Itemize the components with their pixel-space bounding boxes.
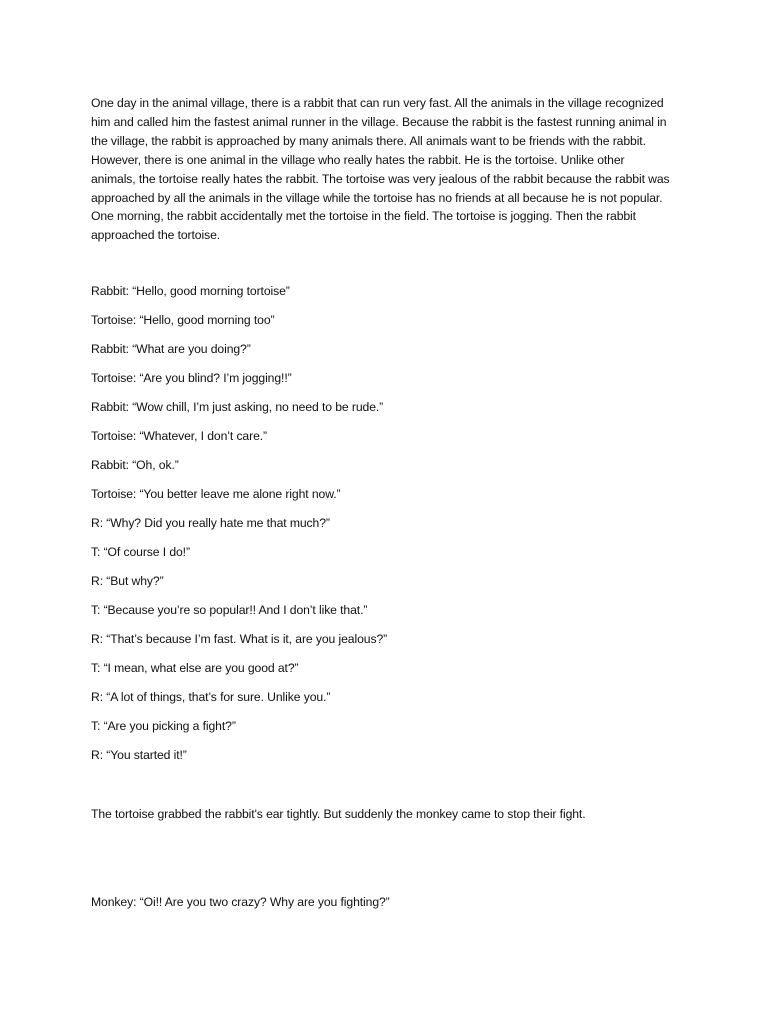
dialogue-line: R: “You started it!”: [91, 748, 187, 762]
dialogue-line: R: “Why? Did you really hate me that much?”: [91, 516, 330, 530]
monkey-dialogue-line: Monkey: “Oi!! Are you two crazy? Why are you fighting?”: [91, 895, 390, 909]
dialogue-line: Tortoise: “Are you blind? I’m jogging!!”: [91, 371, 292, 385]
dialogue-line: T: “Because you’re so popular!! And I don’t like that.”: [91, 603, 368, 617]
intro-paragraph: One day in the animal village, there is a rabbit that can run very fast. All the animals in the village recognized him and called him the fastest animal runner in the village. Because the rabbit is the fastest running animal in the village, the rabbit is approached by many animals there. All animals want to be friends with the rabbit. However, there is one animal in the village who really hates the rabbit. He is the tortoise. Unlike other animals, the tortoise really hates the rabbit. The tortoise was very jealous of the rabbit because the rabbit was approached by all the animals in the village while the tortoise has no friends at all because he is not popular. One morning, the rabbit accidentally met the tortoise in the field. The tortoise is jogging. Then the rabbit approached the tortoise.: [91, 96, 670, 243]
dialogue-line: Rabbit: “Hello, good morning tortoise”: [91, 284, 290, 298]
dialogue-line: Rabbit: “Wow chill, I’m just asking, no need to be rude.”: [91, 400, 384, 414]
narration-line: The tortoise grabbed the rabbit's ear tightly. But suddenly the monkey came to stop their fight.: [91, 807, 586, 821]
dialogue-line: R: “But why?”: [91, 574, 164, 588]
dialogue-line: T: “Are you picking a fight?”: [91, 719, 236, 733]
dialogue-line: T: “Of course I do!”: [91, 545, 190, 559]
dialogue-line: R: “A lot of things, that’s for sure. Unlike you.”: [91, 690, 331, 704]
dialogue-line: Rabbit: “What are you doing?”: [91, 342, 251, 356]
dialogue-line: Tortoise: “Hello, good morning too”: [91, 313, 275, 327]
dialogue-line: R: “That’s because I’m fast. What is it, are you jealous?”: [91, 632, 388, 646]
dialogue-line: Tortoise: “You better leave me alone right now.”: [91, 487, 341, 501]
dialogue-line: Rabbit: “Oh, ok.”: [91, 458, 179, 472]
dialogue-line: Tortoise: “Whatever, I don’t care.”: [91, 429, 267, 443]
dialogue-line: T: “I mean, what else are you good at?”: [91, 661, 299, 675]
